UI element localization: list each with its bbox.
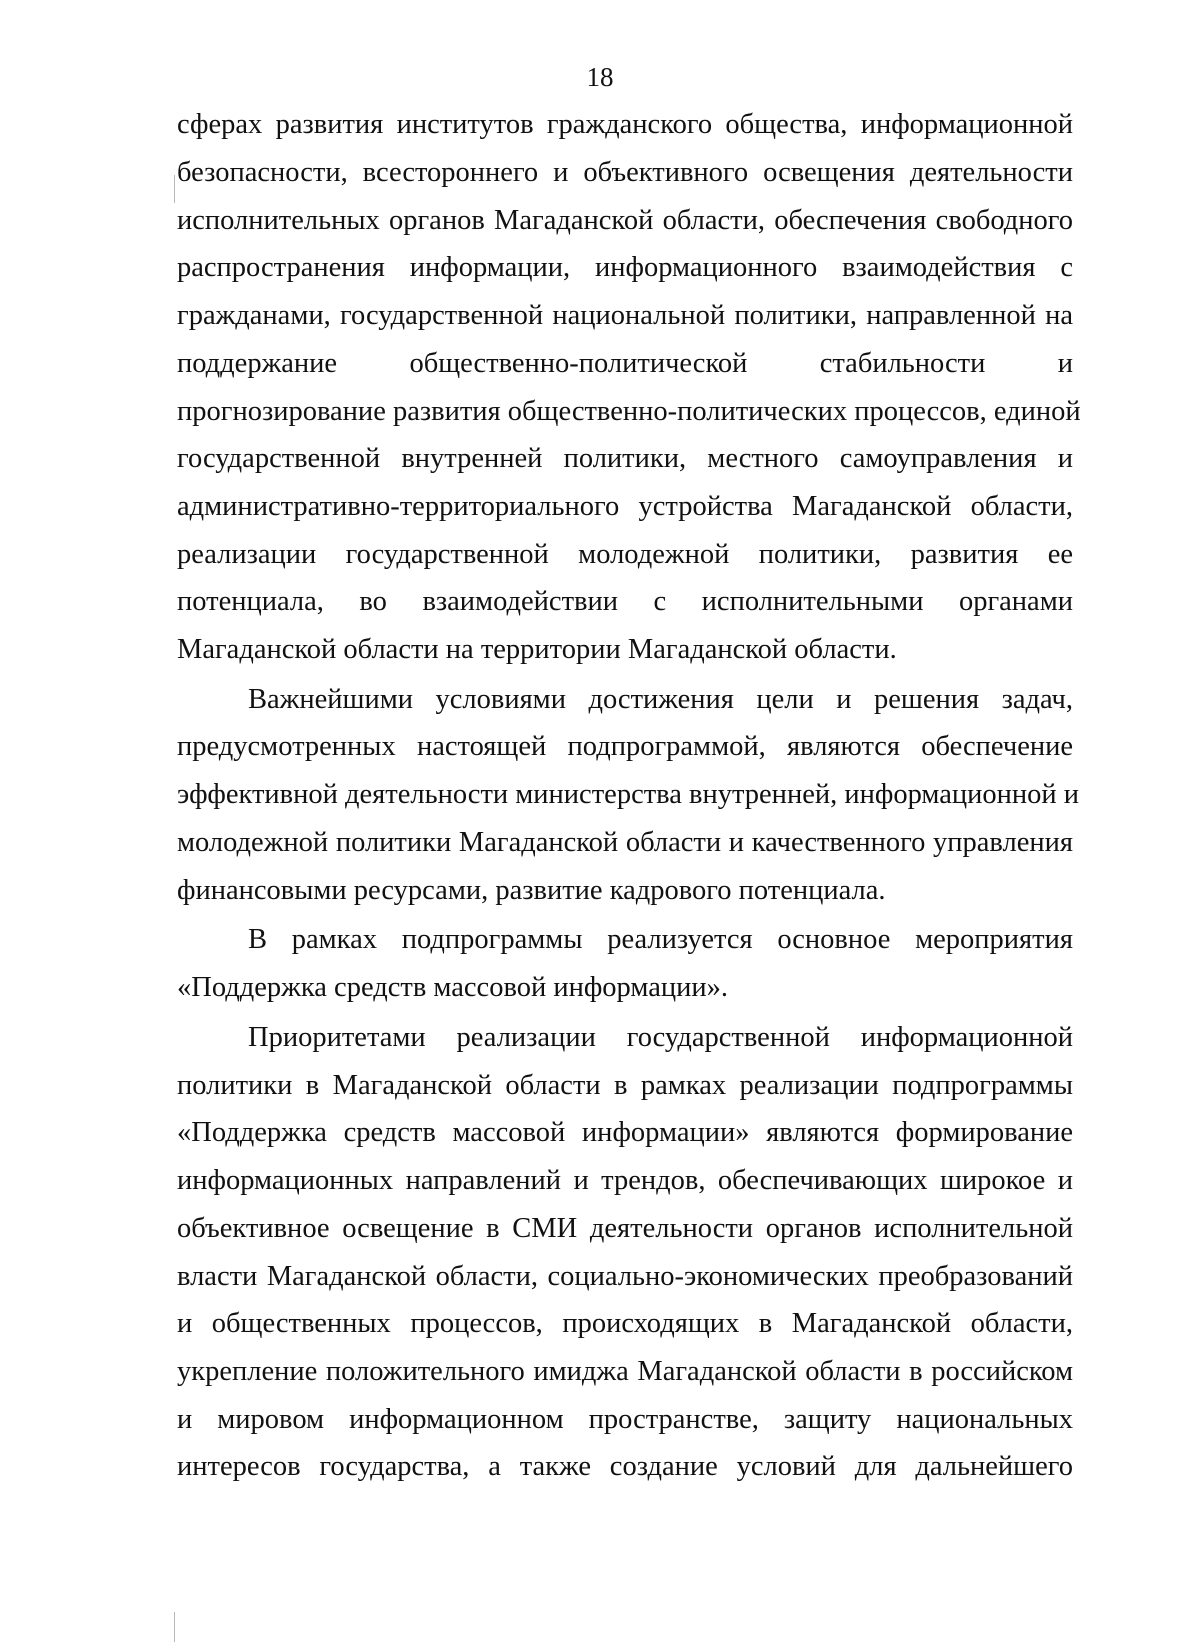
text-line: прогнозирование развития общественно-политических процессов, единой <box>177 396 1081 427</box>
text-line: гражданами, государственной национальной политики, направленной на <box>177 300 1073 331</box>
scan-artifact-mark <box>174 175 175 203</box>
page-number: 18 <box>586 62 614 92</box>
text-line: власти Магаданской области, социально-экономических преобразований <box>177 1261 1073 1292</box>
text-line: административно-территориального устройства Магаданской области, <box>177 491 1073 522</box>
text-line: эффективной деятельности министерства внутренней, информационной и <box>177 779 1080 810</box>
scan-artifact-mark <box>174 1612 175 1642</box>
text-line: интересов государства, а также создание условий для дальнейшего <box>177 1451 1073 1482</box>
text-line: распространения информации, информационного взаимодействия с <box>177 252 1073 283</box>
text-line: информационных направлений и трендов, обеспечивающих широкое и <box>177 1165 1073 1196</box>
paragraph-first-line: Важнейшими условиями достижения цели и решения задач, <box>248 684 1073 715</box>
text-line: молодежной политики Магаданской области и качественного управления <box>177 827 1073 858</box>
text-line: «Поддержка средств массовой информации» являются формирование <box>177 1117 1073 1148</box>
text-line: «Поддержка средств массовой информации». <box>177 972 728 1003</box>
text-line: укрепление положительного имиджа Магаданской области в российском <box>177 1356 1073 1387</box>
text-line: объективное освещение в СМИ деятельности органов исполнительной <box>177 1213 1073 1244</box>
text-line: и мировом информационном пространстве, защиту национальных <box>177 1404 1073 1435</box>
text-line: поддержание общественно-политической стабильности и <box>177 348 1073 379</box>
text-line: Магаданской области на территории Магаданской области. <box>177 634 897 665</box>
text-line: предусмотренных настоящей подпрограммой, являются обеспечение <box>177 731 1073 762</box>
text-line: безопасности, всестороннего и объективного освещения деятельности <box>177 157 1073 188</box>
text-line: и общественных процессов, происходящих в Магаданской области, <box>177 1308 1073 1339</box>
text-line: политики в Магаданской области в рамках реализации подпрограммы <box>177 1070 1073 1101</box>
text-line: государственной внутренней политики, местного самоуправления и <box>177 443 1073 474</box>
text-line: сферах развития институтов гражданского общества, информационной <box>177 109 1073 140</box>
text-line: потенциала, во взаимодействии с исполнительными органами <box>177 586 1073 617</box>
paragraph-first-line: Приоритетами реализации государственной информационной <box>248 1022 1073 1053</box>
text-line: реализации государственной молодежной политики, развития ее <box>177 539 1073 570</box>
paragraph-first-line: В рамках подпрограммы реализуется основное мероприятия <box>248 924 1073 955</box>
text-line: финансовыми ресурсами, развитие кадрового потенциала. <box>177 875 886 906</box>
text-line: исполнительных органов Магаданской области, обеспечения свободного <box>177 205 1073 236</box>
